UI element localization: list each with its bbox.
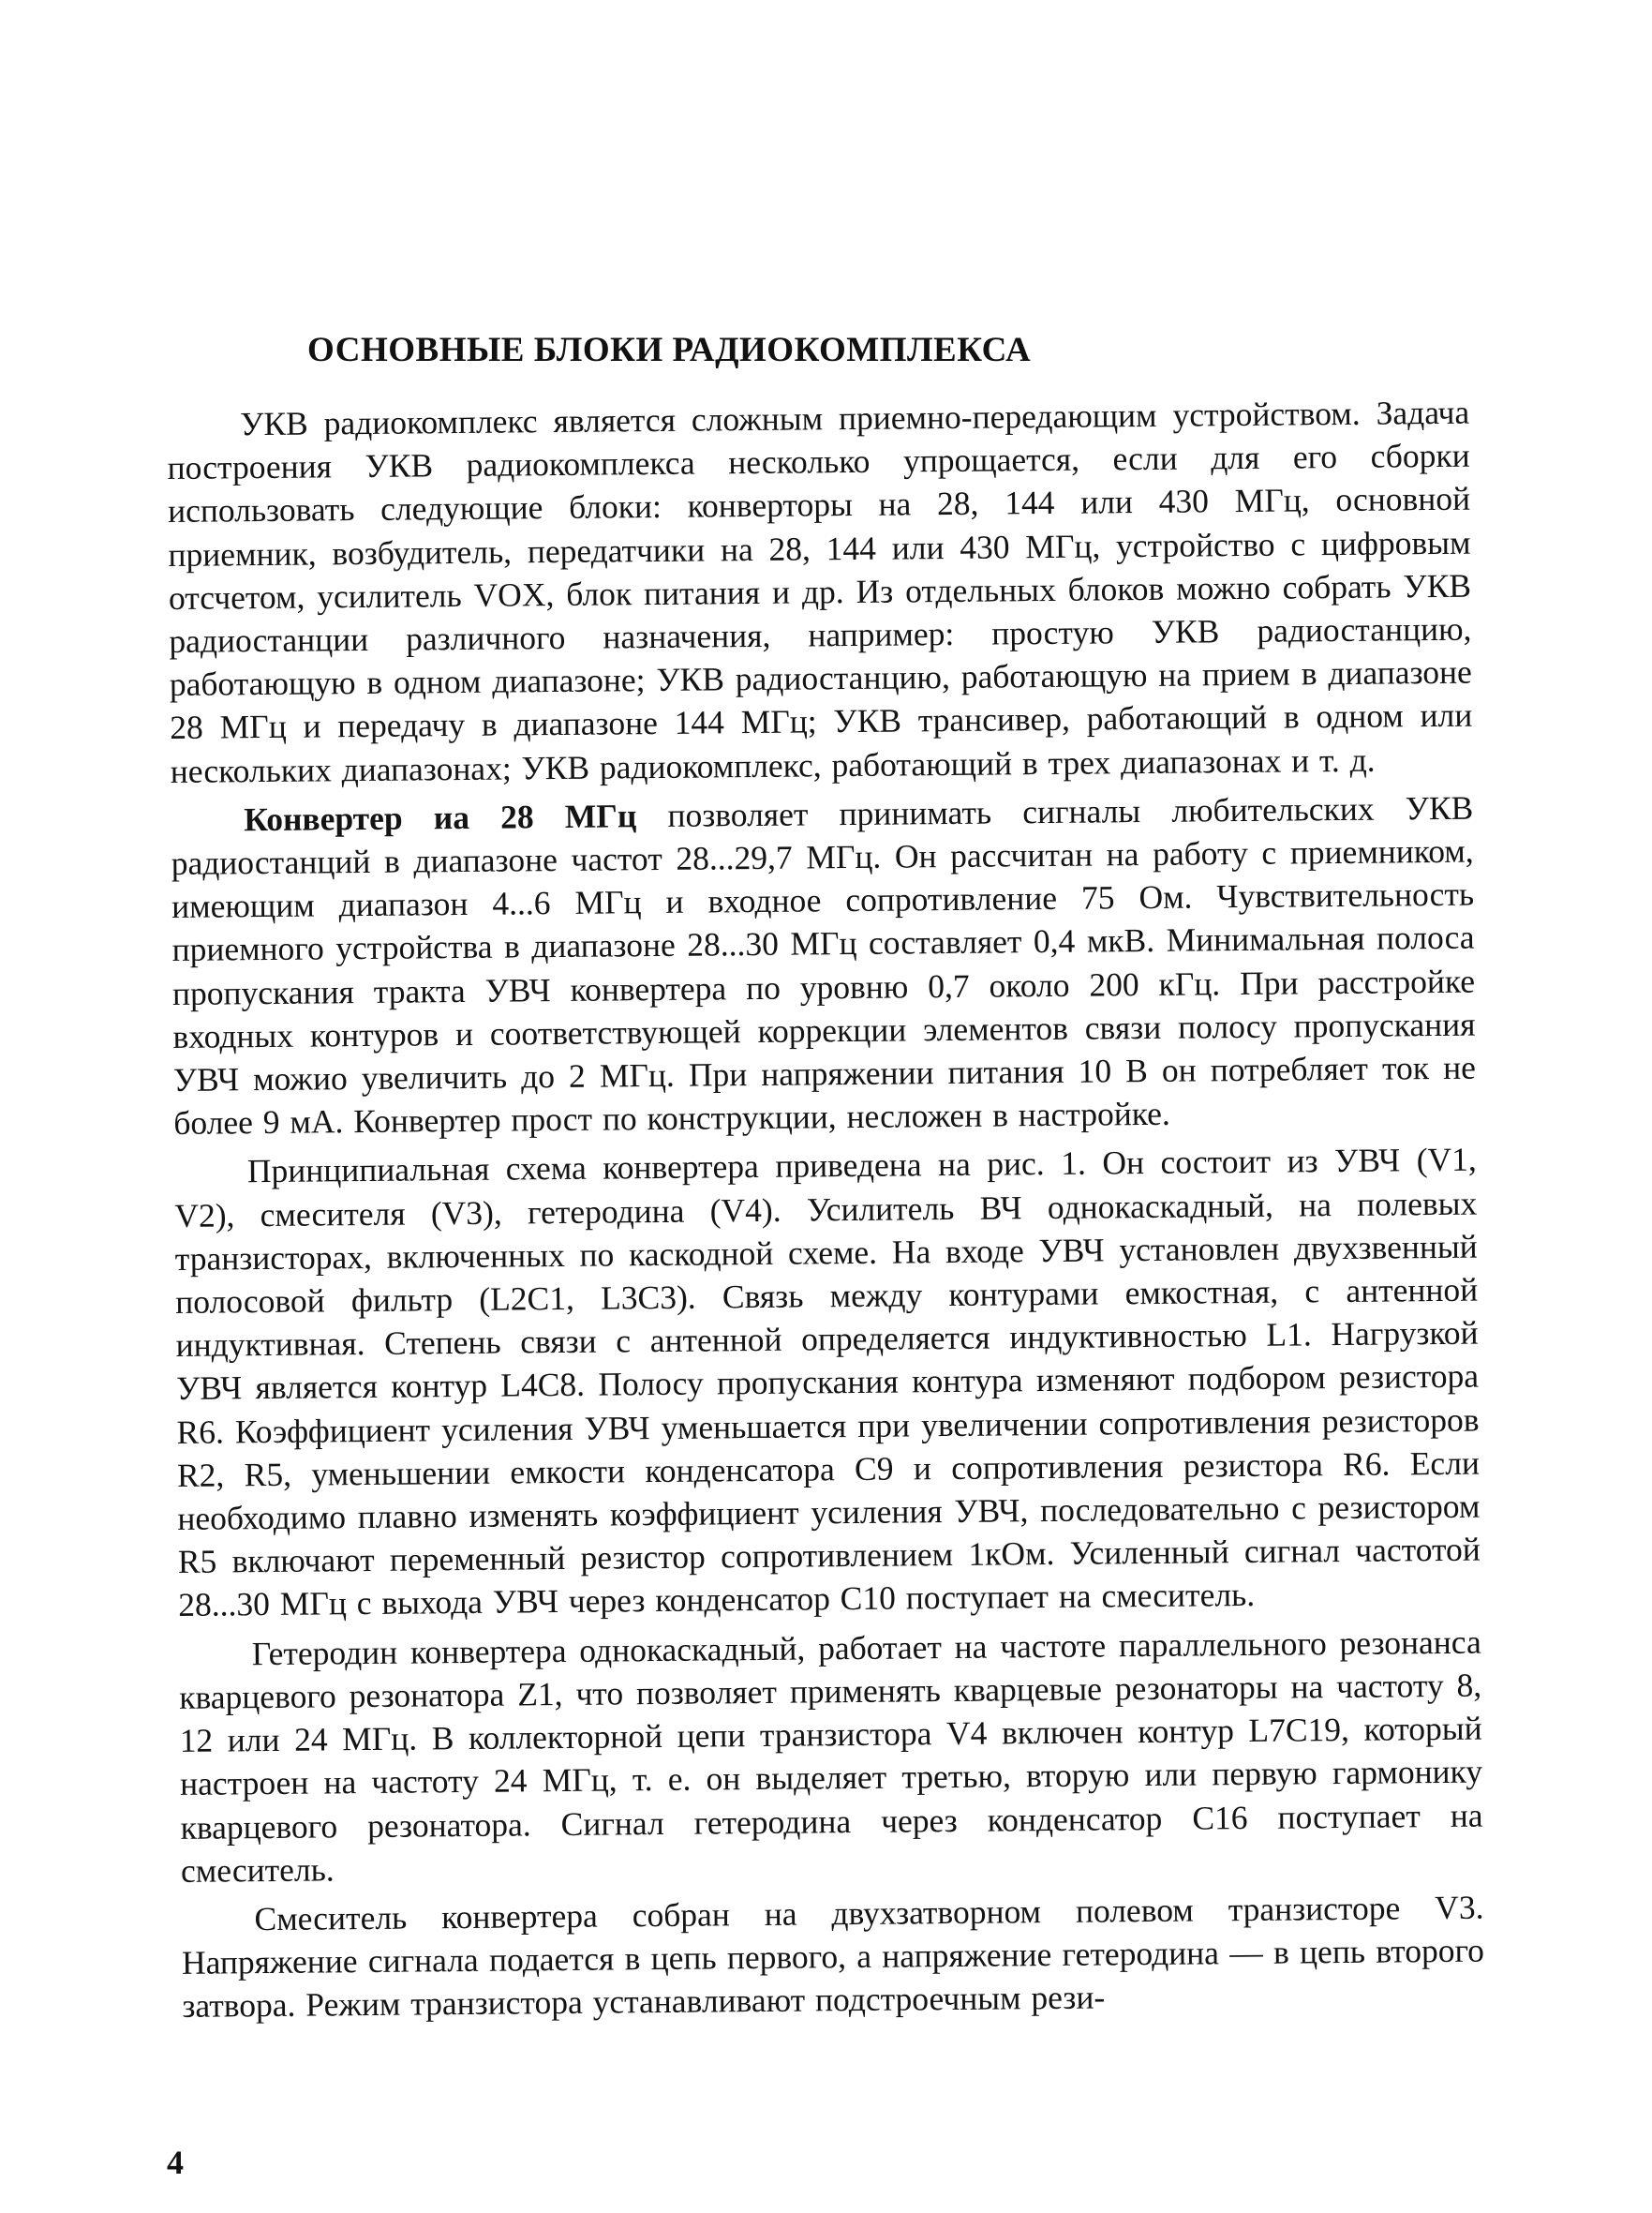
- paragraph-1: [167, 391, 1473, 793]
- paragraph-3: [174, 1138, 1481, 1627]
- paragraph-lead: Конвертер иа 28 МГц: [244, 797, 637, 839]
- paragraph-5: [181, 1885, 1484, 2027]
- paragraph-text: Гетеродин конвертера однокаскадный, работает на частоте параллельного резонанса кварцевого резонатора Z1, что позволяет применять кварцевые резонаторы на частоту 8, 12 или 24 МГц. В коллекторной цепи транзистора V4 включен контур L7C19, который настроен на частоту 24 МГц, т. е. он выделяет третью, вторую или первую гармонику кварцевого резонатора. Сигнал гетеродина через конденсатор C16 поступает на смеситель.: [179, 1622, 1483, 1890]
- paragraph-2: [171, 785, 1476, 1144]
- page-number: 4: [167, 2144, 184, 2181]
- paragraph-text: Принципиальная схема конвертера приведена на рис. 1. Он состоит из УВЧ (V1, V2), смесителя (V3), гетеродина (V4). Усилитель ВЧ однокаскадный, на полевых транзисторах, включенных по каскодной схеме. На входе УВЧ установлен двухзвенный полосовой фильтр (L2C1, L3C3). Связь между контурами емкостная, с антенной индуктивная. Степень связи с антенной определяется индуктивностью L1. Нагрузкой УВЧ является контур L4C8. Полосу пропускания контура изменяют подбором резистора R6. Коэффициент усиления УВЧ уменьшается при увеличении сопротивления резисторов R2, R5, уменьшении емкости конденсатора C9 и сопротивления резистора R6. Если необходимо плавно изменять коэффициент усиления УВЧ, последовательно с резистором R5 включают переменный резистор сопротивлением 1кОм. Усиленный сигнал частотой 28...30 МГц с выхода УВЧ через конденсатор C10 поступает на смеситель.: [174, 1141, 1481, 1624]
- body-text: [167, 391, 1485, 2034]
- paragraph-text: УКВ радиокомплекс является сложным приемно-передающим устройством. Задача построения УКВ радиокомплекса несколько упрощается, если для его сборки использовать следующие блоки: конверторы на 28, 144 или 430 МГц, основной приемник, возбудитель, передатчики на 28, 144 или 430 МГц, устройство с цифровым отсчетом, усилитель VOX, блок питания и др. Из отдельных блоков можно собрать УКВ радиостанции различного назначения, например: простую УКВ радиостанцию, работающую в одном диапазоне; УКВ радиостанцию, работающую на прием в диапазоне 28 МГц и передачу в диапазоне 144 МГц; УКВ трансивер, работающий в одном или нескольких диапазонах; УКВ радиокомплекс, работающий в трех диапазонах и т. д.: [167, 393, 1473, 790]
- section-heading: ОСНОВНЫЕ БЛОКИ РАДИОКОМПЛЕКСА: [307, 331, 1032, 369]
- paragraph-4: [179, 1620, 1484, 1892]
- paragraph-text: позволяет принимать сигналы любительских УКВ радиостанций в диапазоне частот 28...29,7 МГц. Он рассчитан на работу с приемником, имеющим диапазон 4...6 МГц и входное сопротивление 75 Ом. Чувствительность приемного устройства в диапазоне 28...30 МГц составляет 0,4 мкВ. Минимальная полоса пропускания тракта УВЧ конвертера по уровню 0,7 около 200 кГц. При расстройке входных контуров и соответствующей коррекции элементов связи полосу пропускания УВЧ можио увеличить до 2 МГц. При напряжении питания 10 В он потребляет ток не более 9 мА. Конвертер прост по конструкции, несложен в настройке.: [171, 788, 1477, 1143]
- paragraph-text: Смеситель конвертера собран на двухзатворном полевом транзисторе V3. Напряжение сигнала подается в цепь первого, а напряжение гетеродина — в цепь второго затвора. Режим транзистора устанавливают подстроечным рези-: [181, 1888, 1485, 2026]
